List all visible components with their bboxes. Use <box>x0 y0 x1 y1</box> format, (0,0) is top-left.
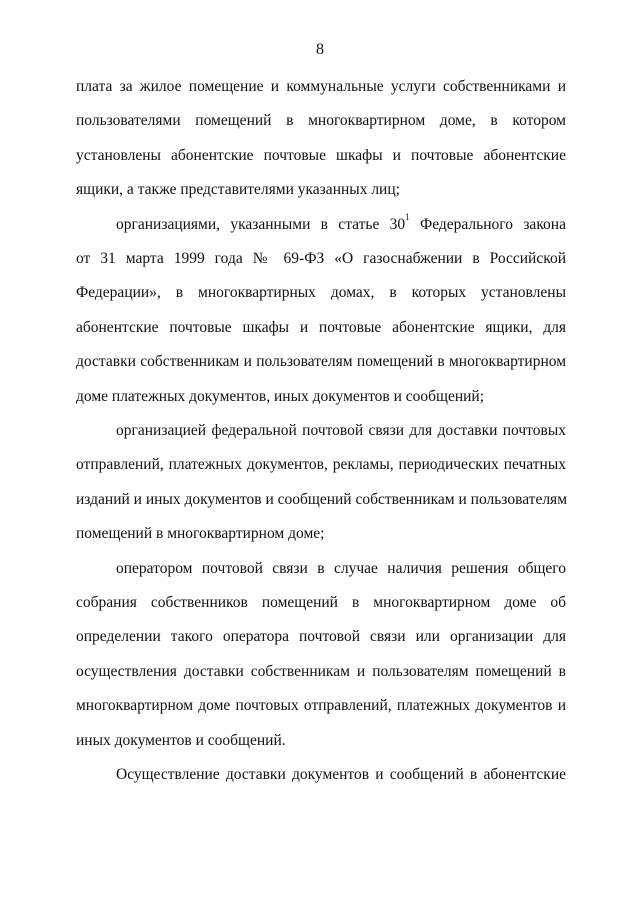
paragraph-line: плата за жилое помещение и коммунальные услуги собственниками и <box>76 78 566 95</box>
paragraph-line: изданий и иных документов и сообщений собственникам и пользователям <box>76 490 567 508</box>
paragraph-line: собрания собственников помещений в многоквартирном доме об <box>76 593 566 611</box>
paragraph-line: помещений в многоквартирном доме; <box>76 525 325 543</box>
paragraph-line: организацией федеральной почтовой связи для доставки почтовых <box>116 422 566 439</box>
page-number: 8 <box>316 41 324 58</box>
paragraph-line: Осуществление доставки документов и сообщений в абонентские <box>116 766 566 783</box>
paragraph-line: многоквартирном доме почтовых отправлений, платежных документов и <box>76 697 566 715</box>
paragraph-text: организациями, указанными в статье 30 <box>116 215 406 233</box>
paragraph-5 <box>76 758 566 792</box>
paragraph-line: осуществления доставки собственникам и пользователям помещений в <box>76 662 566 680</box>
paragraph-text: Федерального закона <box>409 215 566 233</box>
paragraph-line: абонентские почтовые шкафы и почтовые абонентские ящики, для <box>76 318 566 336</box>
paragraph-line: отправлений, платежных документов, рекламы, периодических печатных <box>76 456 566 474</box>
paragraph-3 <box>76 414 566 552</box>
paragraph-line: доставки собственникам и пользователям помещений в многоквартирном <box>76 353 566 371</box>
paragraph-line: ящики, а также представителями указанных лиц; <box>76 181 400 199</box>
paragraph-2 <box>76 208 566 414</box>
superscript-text: 1 <box>405 212 410 223</box>
paragraph-line: определении такого оператора почтовой связи или организации для <box>76 628 566 646</box>
paragraph-line: установлены абонентские почтовые шкафы и почтовые абонентские <box>76 146 566 164</box>
paragraph-line: пользователями помещений в многоквартирном доме, в котором <box>76 112 566 130</box>
paragraph-4 <box>76 552 566 758</box>
paragraph-line <box>76 208 566 242</box>
paragraph-line: оператором почтовой связи в случае наличия решения общего <box>116 559 566 577</box>
paragraph-line: иных документов и сообщений. <box>76 731 286 749</box>
paragraph-line: от 31 марта 1999 года № 69-ФЗ «О газоснабжении в Российской <box>76 249 566 267</box>
paragraph-1 <box>76 70 566 208</box>
paragraph-line: Федерации», в многоквартирных домах, в которых установлены <box>76 284 566 302</box>
paragraph-line: доме платежных документов, иных документов и сообщений; <box>76 387 485 405</box>
